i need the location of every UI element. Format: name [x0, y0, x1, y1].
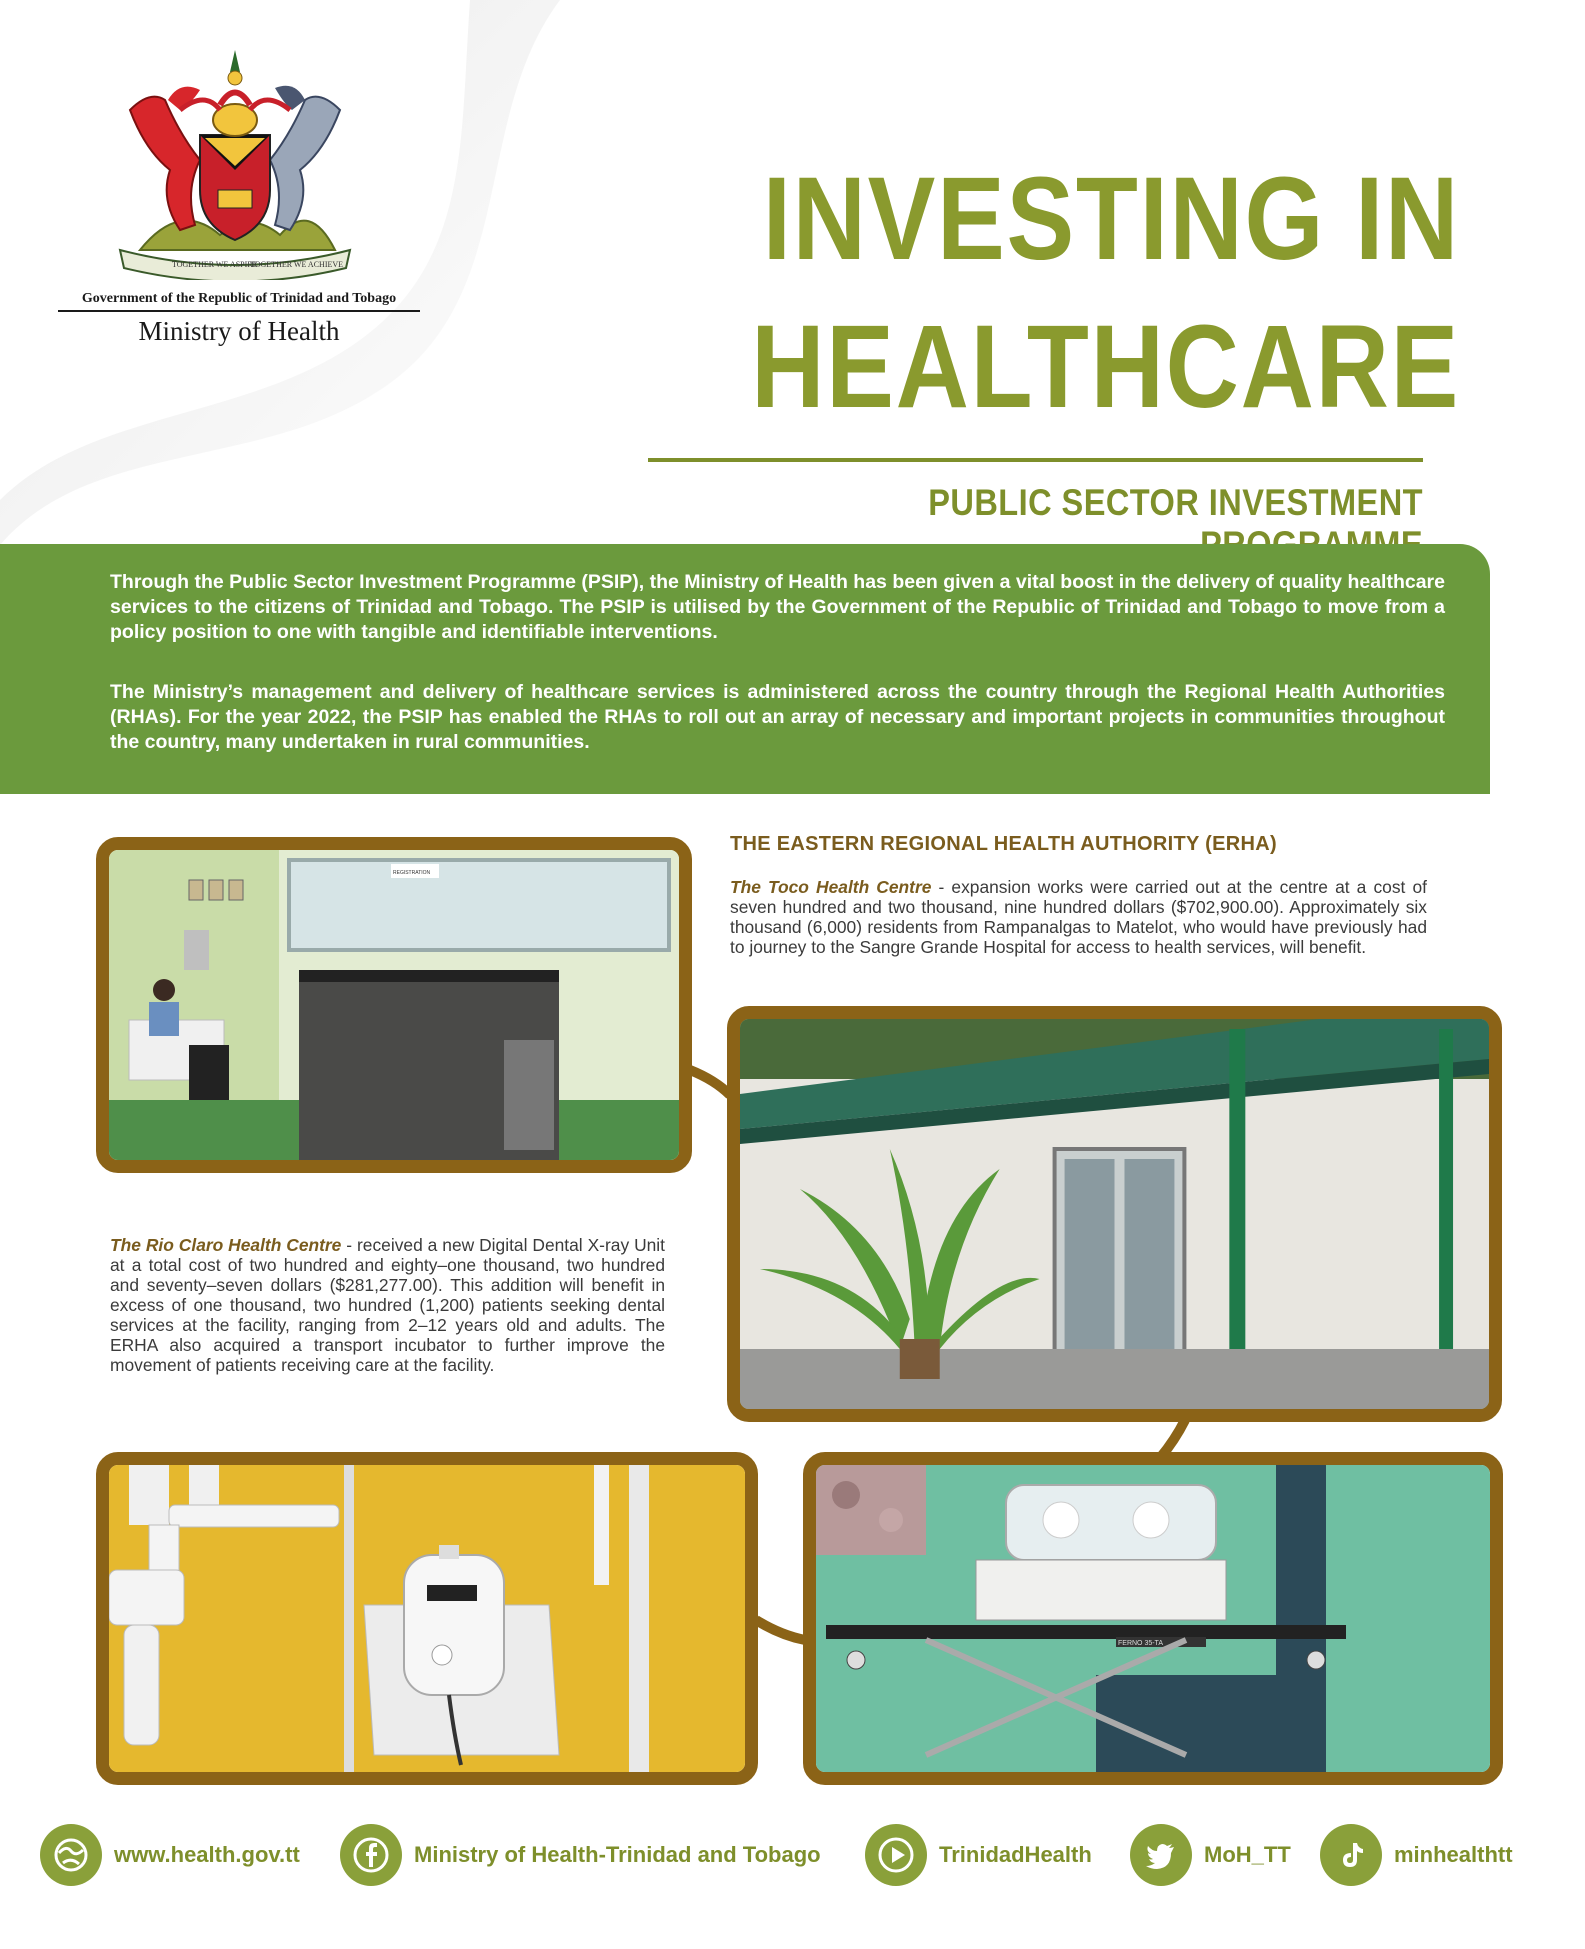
- toco-lead: The Toco Health Centre: [730, 877, 932, 897]
- facebook-label: Ministry of Health-Trinidad and Tobago: [414, 1842, 821, 1867]
- toco-text: - expansion works were carried out at the centre at a cost of seven hundred and two thousand, nine hundred dollars ($702,900.00). Approximately six thousand (6,000) residents from Rampanalgas to Matelot, who would have previously had to journey to the Sangre Grande Hospital for access to health services, will benefit.: [730, 877, 1427, 957]
- registration-sign: REGISTRATION: [393, 870, 431, 876]
- ministry-name: Ministry of Health: [138, 316, 340, 346]
- stretcher-brand: FERNO 35-TA: [1118, 1640, 1163, 1647]
- twitter-icon: [1130, 1824, 1192, 1886]
- youtube-label: TrinidadHealth: [939, 1842, 1092, 1867]
- tiktok-icon: [1320, 1824, 1382, 1886]
- footer-tiktok-link[interactable]: [1320, 1820, 1513, 1890]
- twitter-label: MoH_TT: [1204, 1842, 1291, 1867]
- photo-toco-health-centre: [727, 1006, 1502, 1422]
- rio-claro-paragraph: [110, 1235, 665, 1375]
- motto-right: TOGETHER WE ACHIEVE: [250, 260, 344, 269]
- footer-website-link[interactable]: [40, 1820, 300, 1890]
- website-label: www.health.gov.tt: [114, 1842, 300, 1867]
- page-subtitle: PUBLIC SECTOR INVESTMENT: [928, 482, 1423, 523]
- photo-transport-incubator: [803, 1452, 1503, 1785]
- footer-twitter-link[interactable]: [1130, 1820, 1291, 1890]
- intro-paragraph-2: The Ministry’s management and delivery of healthcare services is administered across the country through the Regional Health Authorities (RHAs). For the year 2022, the PSIP has enabled the RHAs to roll out an array of necessary and important projects in communities throughout the country, many undertaken in rural communities.: [110, 681, 1445, 753]
- page-title-line-1: INVESTING IN: [762, 153, 1460, 285]
- rio-claro-lead: The Rio Claro Health Centre: [110, 1235, 342, 1255]
- photo-dental-xray-unit: [96, 1452, 758, 1785]
- toco-paragraph: [730, 877, 1427, 957]
- government-name: Government of the Republic of Trinidad and Tobago: [81, 291, 397, 306]
- page-title-line-2: HEALTHCARE: [751, 301, 1460, 433]
- facebook-icon: [340, 1824, 402, 1886]
- rio-claro-text: - received a new Digital Dental X-ray Unit at a total cost of two hundred and eighty–one thousand, two hundred and seventy–seven dollars ($281,277.00). This addition will benefit in excess of one thousand, two hundred (1,200) patients seeking dental services at the facility, ranging from 2–12 years old and adults. The ERHA also acquired a transport incubator to further improve the movement of patients receiving care at the facility.: [110, 1235, 665, 1375]
- footer-youtube-link[interactable]: [865, 1820, 1092, 1890]
- intro-paragraph-1: Through the Public Sector Investment Programme (PSIP), the Ministry of Health has been given a vital boost in the delivery of quality healthcare services to the citizens of Trinidad and Tobago. The PSIP is utilised by the Government of the Republic of Trinidad and Tobago to move from a policy position to one with tangible and identifiable interventions.: [110, 571, 1445, 643]
- motto-left: TOGETHER WE ASPIRE: [172, 260, 258, 269]
- youtube-icon: [865, 1824, 927, 1886]
- footer-social-bar: [0, 1820, 1585, 1900]
- photo-registration-office: [96, 837, 692, 1173]
- tiktok-label: minhealthtt: [1394, 1842, 1513, 1867]
- erha-heading: THE EASTERN REGIONAL HEALTH AUTHORITY (ERHA): [730, 833, 1277, 855]
- globe-icon: [40, 1824, 102, 1886]
- footer-facebook-link[interactable]: [340, 1820, 821, 1890]
